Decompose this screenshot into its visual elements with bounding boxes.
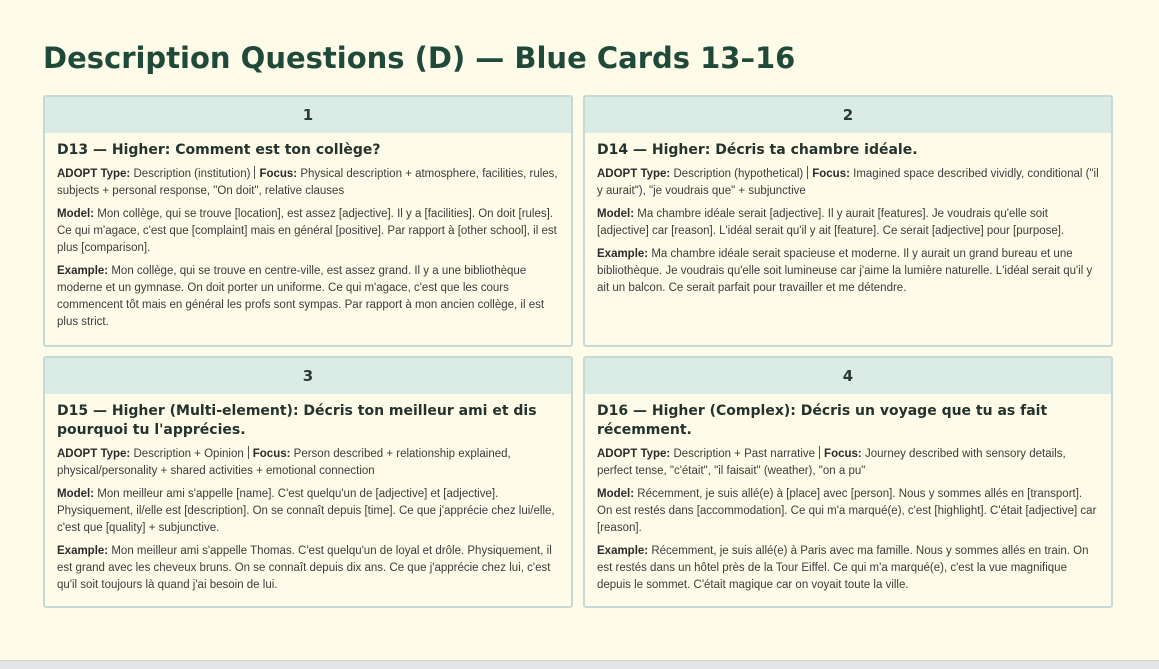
- adopt-type-value: Description + Past narrative: [673, 448, 816, 460]
- model-label: Model:: [597, 488, 635, 500]
- card-number: 4: [585, 358, 1111, 394]
- model-value: Mon meilleur ami s'appelle [name]. C'est quelqu'un de [adjective] et [adjective]. Physiquement, il/elle est [description]. On se connaît depuis [time]. Ce que j'apprécie chez lui/elle, c'est que [quality] + subjunctive.: [57, 488, 555, 534]
- example-line: [57, 263, 559, 331]
- question-card-d13: [43, 95, 573, 347]
- example-value: Ma chambre idéale serait spacieuse et moderne. Il y aurait un grand bureau et une bibliothèque. Je voudrais qu'elle soit lumineuse car j'aime la lumière naturelle. L'idéal serait qu'il y ait un balcon. Ce serait parfait pour travailler et me détendre.: [597, 248, 1093, 294]
- card-body: [585, 133, 1111, 297]
- separator: [807, 166, 808, 179]
- example-label: Example:: [597, 545, 649, 557]
- card-number: 3: [45, 358, 571, 394]
- adopt-type-label: ADOPT Type:: [57, 448, 131, 460]
- separator: [819, 446, 820, 459]
- model-line: [57, 486, 559, 537]
- card-body: [45, 394, 571, 594]
- card-number: 2: [585, 97, 1111, 133]
- card-body: [585, 394, 1111, 594]
- card-title: D15 — Higher (Multi-element): Décris ton meilleur ami et dis pourquoi tu l'apprécies.: [57, 403, 537, 438]
- question-card-d15: [43, 356, 573, 608]
- example-label: Example:: [57, 545, 109, 557]
- example-value: Mon collège, qui se trouve en centre-ville, est assez grand. Il y a une bibliothèque moderne et un gymnase. On doit porter un uniforme. Ce qui m'agace, c'est que les cours commencent tôt mais en général les profs sont sympas. Par rapport à mon ancien collège, il est plus strict.: [57, 265, 545, 328]
- model-line: [57, 206, 559, 257]
- model-line: [597, 486, 1099, 537]
- adopt-type-value: Description (institution): [133, 168, 251, 180]
- model-value: Récemment, je suis allé(e) à [place] avec [person]. Nous y sommes allés en [transport]. On est restés dans [accommodation]. Ce qui m'a marqué(e), c'est [highlight]. C'était [adjective] car [reason].: [597, 488, 1097, 534]
- page-title: Description Questions (D) — Blue Cards 13–16: [43, 41, 796, 75]
- card-body: [45, 133, 571, 331]
- example-value: Récemment, je suis allé(e) à Paris avec ma famille. Nous y sommes allés en train. On est restés dans un hôtel près de la Tour Eiffel. Ce qui m'a marqué(e), c'est la vue magnifique depuis le sommet. C'était magique car on voyait toute la ville.: [597, 545, 1089, 591]
- focus-label: Focus:: [259, 168, 298, 180]
- card-title: D14 — Higher: Décris ta chambre idéale.: [597, 142, 918, 158]
- separator: [254, 166, 255, 179]
- cards-grid: [43, 95, 1113, 608]
- adopt-type-label: ADOPT Type:: [597, 448, 671, 460]
- bottom-scrollbar[interactable]: [0, 660, 1159, 669]
- adopt-type-label: ADOPT Type:: [597, 168, 671, 180]
- focus-value: Journey described with sensory details, perfect tense, "c'était", "il faisait" (weather), "on a pu": [597, 448, 1066, 477]
- focus-value: Person described + relationship explained, physical/personality + shared activities + emotional connection: [57, 448, 511, 477]
- example-label: Example:: [57, 265, 109, 277]
- adopt-focus-line: [597, 446, 1099, 480]
- focus-label: Focus:: [824, 448, 862, 460]
- adopt-type-value: Description + Opinion: [133, 448, 244, 460]
- separator: [248, 446, 249, 459]
- card-title: D16 — Higher (Complex): Décris un voyage que tu as fait récemment.: [597, 403, 1048, 438]
- adopt-focus-line: [57, 446, 559, 480]
- example-line: [57, 543, 559, 594]
- example-label: Example:: [597, 248, 649, 260]
- example-value: Mon meilleur ami s'appelle Thomas. C'est quelqu'un de loyal et drôle. Physiquement, il est grand avec les cheveux bruns. On se connaît depuis dix ans. Ce que j'apprécie chez lui, c'est qu'il soit toujours là quand j'ai besoin de lui.: [57, 545, 552, 591]
- model-label: Model:: [57, 488, 95, 500]
- model-value: Ma chambre idéale serait [adjective]. Il y aurait [features]. Je voudrais qu'elle soit [adjective] car [reason]. L'idéal serait qu'il y ait [feature]. Ce serait [adjective] pour [purpose].: [597, 208, 1065, 237]
- focus-label: Focus:: [812, 168, 850, 180]
- example-line: [597, 246, 1099, 297]
- focus-label: Focus:: [252, 448, 291, 460]
- card-title: D13 — Higher: Comment est ton collège?: [57, 142, 381, 158]
- adopt-type-value: Description (hypothetical): [673, 168, 804, 180]
- focus-value: Physical description + atmosphere, facilities, rules, subjects + personal response, "On doit", relative clauses: [57, 168, 558, 197]
- adopt-type-label: ADOPT Type:: [57, 168, 131, 180]
- model-line: [597, 206, 1099, 240]
- adopt-focus-line: [597, 166, 1099, 200]
- adopt-focus-line: [57, 166, 559, 200]
- model-label: Model:: [597, 208, 635, 220]
- card-number: 1: [45, 97, 571, 133]
- question-card-d16: [583, 356, 1113, 608]
- question-card-d14: [583, 95, 1113, 347]
- example-line: [597, 543, 1099, 594]
- model-value: Mon collège, qui se trouve [location], est assez [adjective]. Il y a [facilities]. On doit [rules]. Ce qui m'agace, c'est que [complaint] mais en général [positive]. Par rapport à [other school], il est plus [comparison].: [57, 208, 557, 254]
- focus-value: Imagined space described vividly, conditional ("il y aurait"), "je voudrais que" + subjunctive: [597, 168, 1099, 197]
- model-label: Model:: [57, 208, 95, 220]
